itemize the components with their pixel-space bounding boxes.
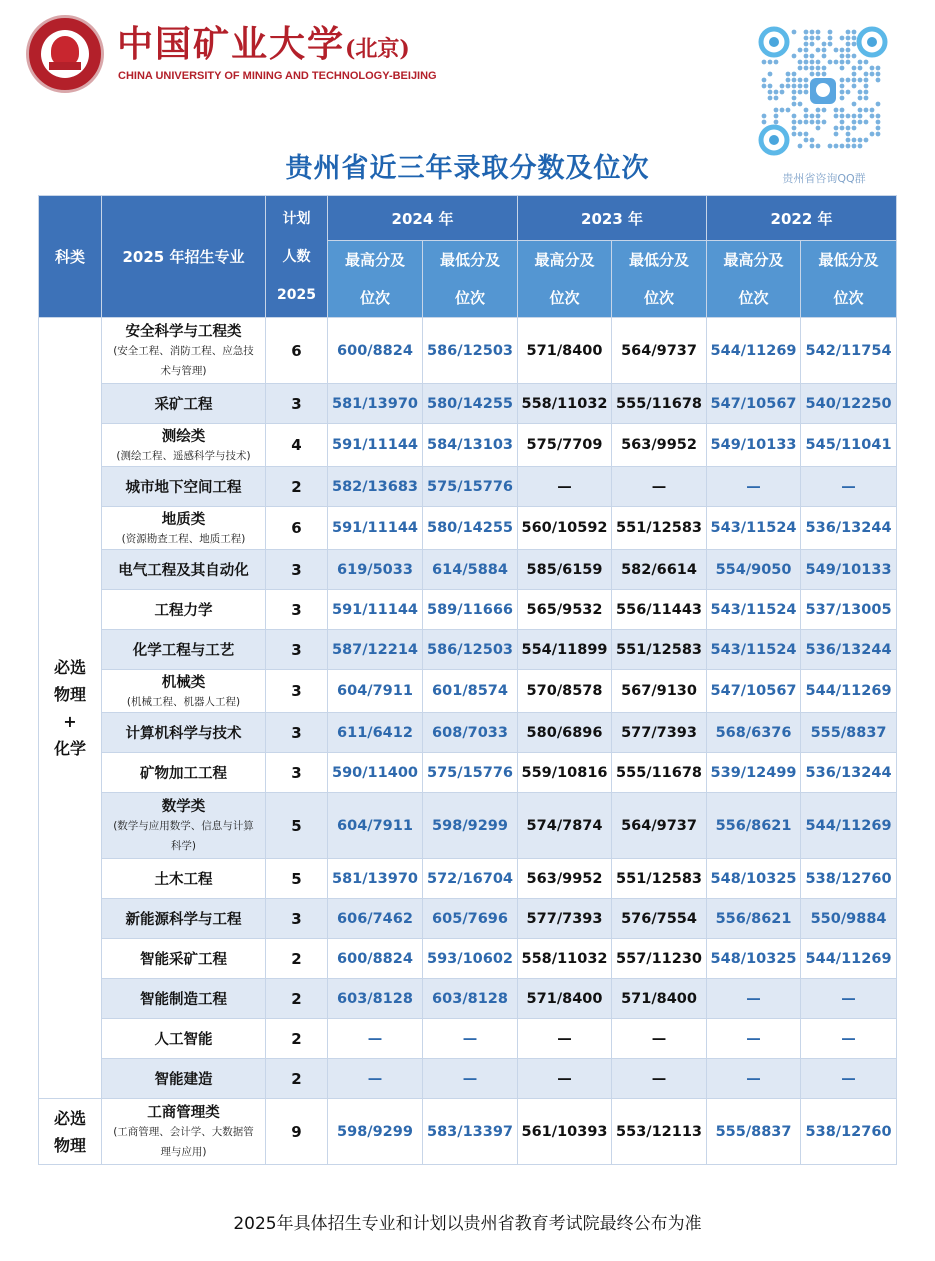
score-rank-cell: 544/11269	[801, 670, 897, 713]
score-rank-cell: 606/7462	[328, 899, 423, 939]
plan-count-cell: 4	[266, 424, 328, 467]
score-rank-cell: 563/9952	[612, 424, 707, 467]
table-row	[39, 1059, 897, 1099]
major-cell: 采矿工程	[102, 384, 266, 424]
plan-count-cell: 3	[266, 550, 328, 590]
score-rank-cell: 601/8574	[423, 670, 518, 713]
score-rank-cell: 598/9299	[423, 793, 518, 859]
major-cell: 测绘类 (测绘工程、遥感科学与技术)	[102, 424, 266, 467]
table-row	[39, 939, 897, 979]
score-rank-cell: 582/6614	[612, 550, 707, 590]
score-rank-cell: 563/9952	[518, 859, 612, 899]
major-cell: 智能采矿工程	[102, 939, 266, 979]
score-rank-cell: 574/7874	[518, 793, 612, 859]
score-rank-cell: 549/10133	[801, 550, 897, 590]
table-row	[39, 753, 897, 793]
plan-count-cell: 2	[266, 467, 328, 507]
category-cell: 必选 物理	[39, 1099, 102, 1165]
score-rank-cell: 553/12113	[612, 1099, 707, 1165]
major-cell: 安全科学与工程类 (安全工程、消防工程、应急技术与管理)	[102, 318, 266, 384]
school-name-cn: 中国矿业大学(北京)	[117, 23, 410, 65]
score-rank-cell: 542/11754	[801, 318, 897, 384]
table-row	[39, 1099, 897, 1165]
major-cell: 计算机科学与技术	[102, 713, 266, 753]
major-cell: 新能源科学与工程	[102, 899, 266, 939]
score-rank-cell: 604/7911	[328, 793, 423, 859]
score-rank-cell: 575/7709	[518, 424, 612, 467]
table-row	[39, 590, 897, 630]
table-row	[39, 670, 897, 713]
score-rank-cell: 545/11041	[801, 424, 897, 467]
score-rank-cell: 580/14255	[423, 507, 518, 550]
score-rank-cell: 589/11666	[423, 590, 518, 630]
header-year-2023: 2023 年	[518, 196, 707, 241]
score-rank-cell: —	[612, 467, 707, 507]
score-rank-cell: 554/11899	[518, 630, 612, 670]
score-rank-cell: —	[612, 1059, 707, 1099]
table-row	[39, 979, 897, 1019]
table-row	[39, 507, 897, 550]
score-rank-cell: 570/8578	[518, 670, 612, 713]
score-rank-cell: 586/12503	[423, 318, 518, 384]
score-rank-cell: 551/12583	[612, 630, 707, 670]
score-rank-cell: 571/8400	[612, 979, 707, 1019]
plan-count-cell: 5	[266, 793, 328, 859]
header-plan: 计划 人数 2025	[266, 196, 328, 318]
score-rank-cell: 548/10325	[707, 859, 801, 899]
score-rank-cell: 543/11524	[707, 507, 801, 550]
score-rank-cell: —	[707, 467, 801, 507]
score-rank-cell: 558/11032	[518, 939, 612, 979]
major-cell: 智能制造工程	[102, 979, 266, 1019]
score-rank-cell: 591/11144	[328, 590, 423, 630]
score-rank-cell: 590/11400	[328, 753, 423, 793]
major-cell: 工商管理类 (工商管理、会计学、大数据管理与应用)	[102, 1099, 266, 1165]
score-rank-cell: —	[328, 1019, 423, 1059]
plan-count-cell: 3	[266, 384, 328, 424]
score-rank-cell: 575/15776	[423, 753, 518, 793]
score-rank-cell: 614/5884	[423, 550, 518, 590]
university-seal-logo	[26, 15, 104, 93]
score-rank-cell: 536/13244	[801, 507, 897, 550]
score-rank-cell: 584/13103	[423, 424, 518, 467]
score-rank-cell: 565/9532	[518, 590, 612, 630]
major-cell: 电气工程及其自动化	[102, 550, 266, 590]
score-rank-cell: 598/9299	[328, 1099, 423, 1165]
score-rank-cell: 564/9737	[612, 318, 707, 384]
score-rank-cell: 581/13970	[328, 384, 423, 424]
plan-count-cell: 3	[266, 713, 328, 753]
score-rank-cell: 556/8621	[707, 899, 801, 939]
score-rank-cell: —	[518, 1059, 612, 1099]
score-rank-cell: —	[801, 979, 897, 1019]
score-rank-cell: 571/8400	[518, 979, 612, 1019]
score-rank-cell: 603/8128	[423, 979, 518, 1019]
score-rank-cell: —	[328, 1059, 423, 1099]
header-min-score-rank-2024: 最低分及 位次	[423, 241, 518, 318]
score-rank-cell: 587/12214	[328, 630, 423, 670]
major-cell: 工程力学	[102, 590, 266, 630]
score-rank-cell: 561/10393	[518, 1099, 612, 1165]
score-rank-cell: 544/11269	[801, 793, 897, 859]
header-year-2022: 2022 年	[707, 196, 897, 241]
score-rank-cell: 538/12760	[801, 1099, 897, 1165]
score-rank-cell: 580/14255	[423, 384, 518, 424]
major-cell: 人工智能	[102, 1019, 266, 1059]
header-major: 2025 年招生专业	[102, 196, 266, 318]
score-rank-cell: 555/8837	[707, 1099, 801, 1165]
score-rank-cell: 556/8621	[707, 793, 801, 859]
score-rank-cell: 591/11144	[328, 507, 423, 550]
table-row	[39, 384, 897, 424]
score-rank-cell: 555/11678	[612, 753, 707, 793]
header-year-2024: 2024 年	[328, 196, 518, 241]
plan-count-cell: 3	[266, 899, 328, 939]
category-cell: 必选 物理 + 化学	[39, 318, 102, 1099]
table-row	[39, 467, 897, 507]
table-row	[39, 899, 897, 939]
score-rank-cell: 536/13244	[801, 753, 897, 793]
score-rank-cell: 572/16704	[423, 859, 518, 899]
score-rank-cell: —	[801, 1019, 897, 1059]
table-row	[39, 630, 897, 670]
plan-count-cell: 6	[266, 507, 328, 550]
table-row	[39, 318, 897, 384]
plan-count-cell: 6	[266, 318, 328, 384]
plan-count-cell: 2	[266, 1059, 328, 1099]
major-cell: 化学工程与工艺	[102, 630, 266, 670]
qr-caption: 贵州省咨询QQ群	[782, 172, 866, 185]
score-rank-cell: 555/11678	[612, 384, 707, 424]
score-rank-cell: 577/7393	[612, 713, 707, 753]
score-rank-cell: 603/8128	[328, 979, 423, 1019]
score-rank-cell: 551/12583	[612, 859, 707, 899]
header-category: 科类	[39, 196, 102, 318]
score-rank-cell: 556/11443	[612, 590, 707, 630]
plan-count-cell: 2	[266, 1019, 328, 1059]
plan-count-cell: 3	[266, 630, 328, 670]
score-rank-cell: 581/13970	[328, 859, 423, 899]
score-rank-cell: 544/11269	[707, 318, 801, 384]
score-rank-cell: 547/10567	[707, 384, 801, 424]
score-rank-cell: 585/6159	[518, 550, 612, 590]
score-rank-cell: 536/13244	[801, 630, 897, 670]
score-rank-cell: 604/7911	[328, 670, 423, 713]
score-rank-cell: 537/13005	[801, 590, 897, 630]
plan-count-cell: 5	[266, 859, 328, 899]
score-rank-cell: 611/6412	[328, 713, 423, 753]
score-rank-cell: 558/11032	[518, 384, 612, 424]
major-cell: 智能建造	[102, 1059, 266, 1099]
score-rank-cell: 555/8837	[801, 713, 897, 753]
score-rank-cell: 560/10592	[518, 507, 612, 550]
table-row	[39, 793, 897, 859]
score-rank-cell: 586/12503	[423, 630, 518, 670]
score-rank-cell: 538/12760	[801, 859, 897, 899]
table-row	[39, 550, 897, 590]
score-rank-cell: 577/7393	[518, 899, 612, 939]
header-max-score-rank-2024: 最高分及 位次	[328, 241, 423, 318]
score-rank-cell: 567/9130	[612, 670, 707, 713]
major-cell: 机械类 (机械工程、机器人工程)	[102, 670, 266, 713]
score-rank-cell: 547/10567	[707, 670, 801, 713]
score-rank-cell: —	[612, 1019, 707, 1059]
plan-count-cell: 3	[266, 753, 328, 793]
score-rank-cell: 600/8824	[328, 318, 423, 384]
score-rank-cell: 550/9884	[801, 899, 897, 939]
header-max-score-rank-2023: 最高分及 位次	[518, 241, 612, 318]
major-cell: 地质类 (资源勘查工程、地质工程)	[102, 507, 266, 550]
score-rank-cell: —	[518, 1019, 612, 1059]
score-rank-cell: —	[801, 1059, 897, 1099]
major-cell: 数学类 (数学与应用数学、信息与计算科学)	[102, 793, 266, 859]
footer-note: 2025年具体招生专业和计划以贵州省教育考试院最终公布为准	[233, 1214, 702, 1234]
table-row	[39, 1019, 897, 1059]
score-rank-cell: —	[801, 467, 897, 507]
score-rank-cell: 583/13397	[423, 1099, 518, 1165]
score-rank-cell: —	[707, 1019, 801, 1059]
admission-score-table	[38, 195, 897, 1165]
score-rank-cell: —	[423, 1019, 518, 1059]
school-name-en: CHINA UNIVERSITY OF MINING AND TECHNOLOGY-BEIJING	[118, 70, 437, 82]
score-rank-cell: 549/10133	[707, 424, 801, 467]
score-rank-cell: 605/7696	[423, 899, 518, 939]
score-rank-cell: 544/11269	[801, 939, 897, 979]
score-rank-cell: —	[707, 1059, 801, 1099]
score-rank-cell: 580/6896	[518, 713, 612, 753]
major-cell: 土木工程	[102, 859, 266, 899]
score-rank-cell: —	[423, 1059, 518, 1099]
score-rank-cell: 600/8824	[328, 939, 423, 979]
score-rank-cell: 576/7554	[612, 899, 707, 939]
plan-count-cell: 2	[266, 979, 328, 1019]
header-min-score-rank-2023: 最低分及 位次	[612, 241, 707, 318]
score-rank-cell: 591/11144	[328, 424, 423, 467]
score-rank-cell: 571/8400	[518, 318, 612, 384]
plan-count-cell: 3	[266, 670, 328, 713]
score-rank-cell: —	[707, 979, 801, 1019]
score-rank-cell: 559/10816	[518, 753, 612, 793]
score-rank-cell: 593/10602	[423, 939, 518, 979]
header-max-score-rank-2022: 最高分及 位次	[707, 241, 801, 318]
qq-group-qr-code[interactable]	[758, 26, 888, 156]
score-rank-cell: 608/7033	[423, 713, 518, 753]
major-cell: 城市地下空间工程	[102, 467, 266, 507]
plan-count-cell: 3	[266, 590, 328, 630]
plan-count-cell: 2	[266, 939, 328, 979]
score-rank-cell: 582/13683	[328, 467, 423, 507]
score-rank-cell: 554/9050	[707, 550, 801, 590]
score-rank-cell: 540/12250	[801, 384, 897, 424]
score-rank-cell: 543/11524	[707, 630, 801, 670]
table-row	[39, 713, 897, 753]
score-rank-cell: 543/11524	[707, 590, 801, 630]
score-rank-cell: 548/10325	[707, 939, 801, 979]
score-rank-cell: 539/12499	[707, 753, 801, 793]
score-rank-cell: 557/11230	[612, 939, 707, 979]
table-row	[39, 424, 897, 467]
score-rank-cell: 568/6376	[707, 713, 801, 753]
header-min-score-rank-2022: 最低分及 位次	[801, 241, 897, 318]
score-rank-cell: 619/5033	[328, 550, 423, 590]
score-rank-cell: —	[518, 467, 612, 507]
plan-count-cell: 9	[266, 1099, 328, 1165]
score-rank-cell: 575/15776	[423, 467, 518, 507]
major-cell: 矿物加工工程	[102, 753, 266, 793]
page-title: 贵州省近三年录取分数及位次	[285, 153, 650, 184]
score-rank-cell: 551/12583	[612, 507, 707, 550]
score-rank-cell: 564/9737	[612, 793, 707, 859]
table-row	[39, 859, 897, 899]
